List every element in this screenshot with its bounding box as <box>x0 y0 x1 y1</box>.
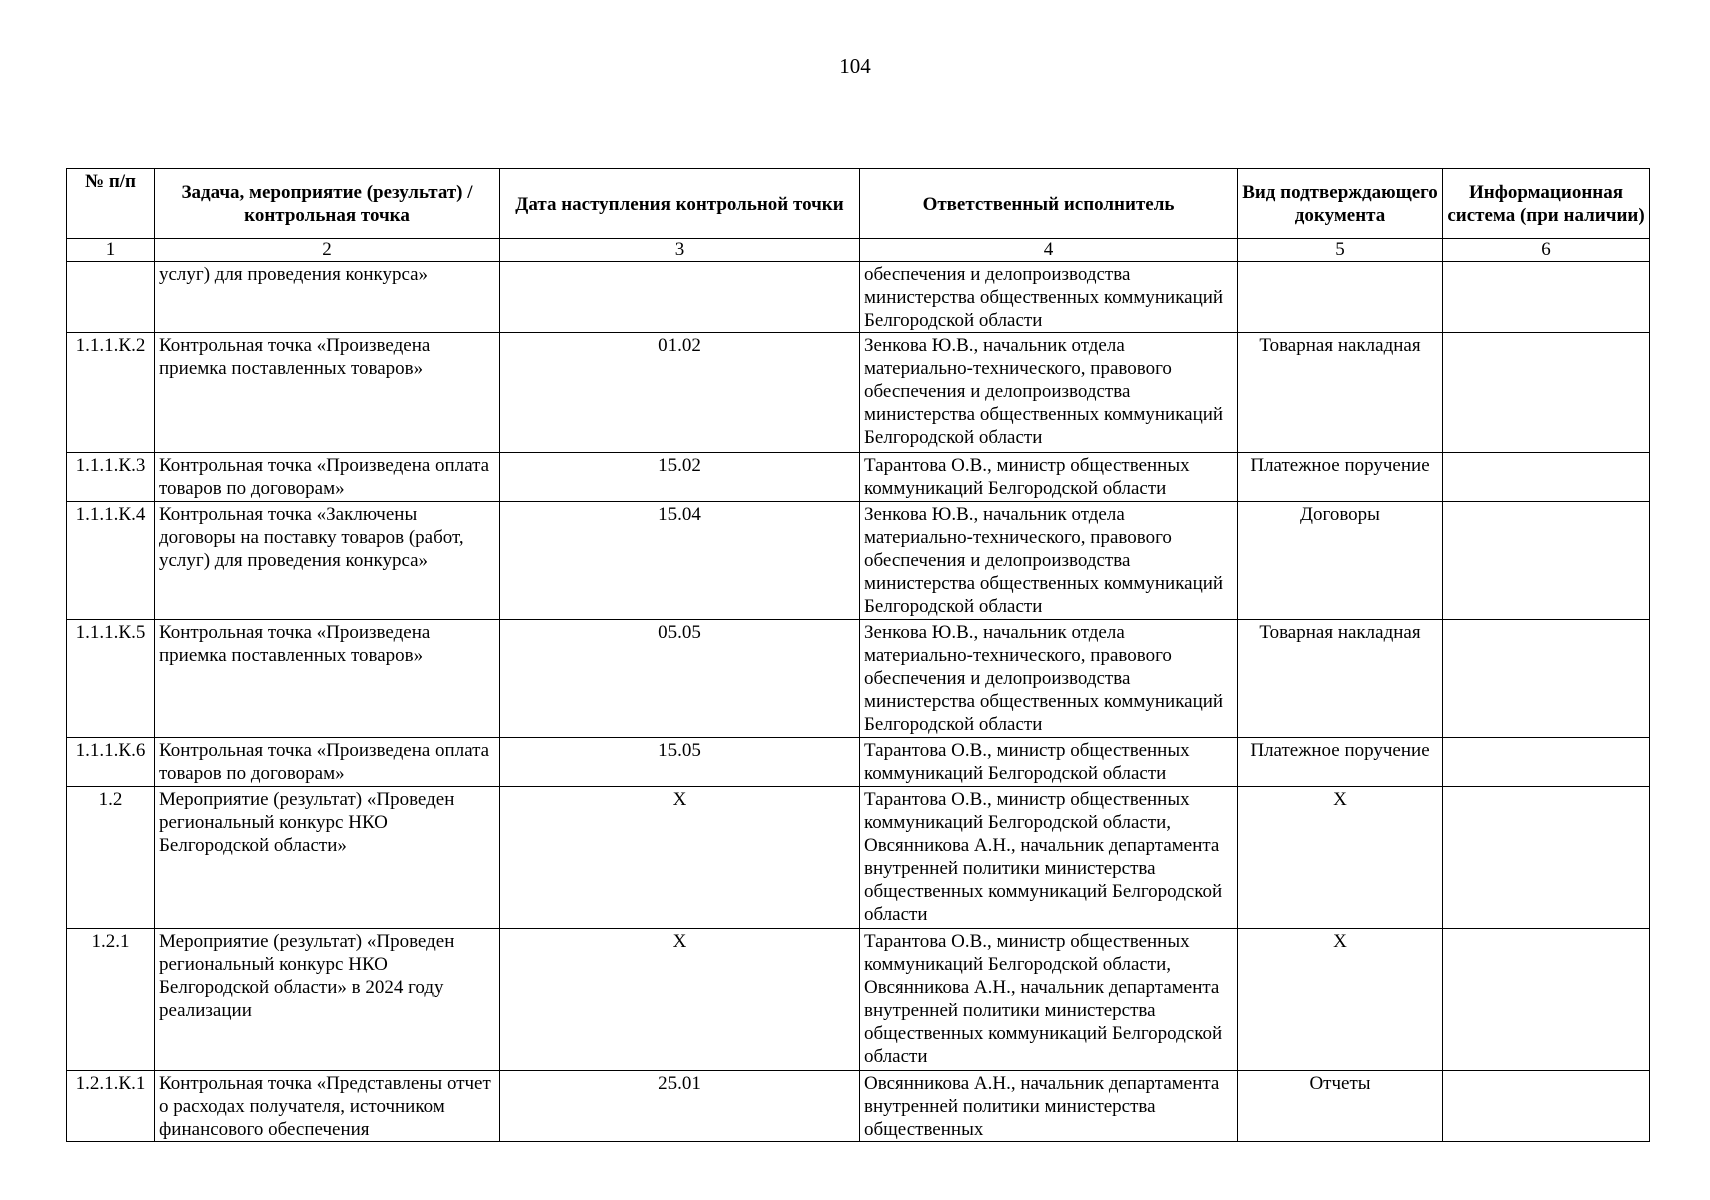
header-number: № п/п <box>67 169 155 239</box>
row-document-type: Платежное поручение <box>1238 738 1443 787</box>
row-information-system <box>1443 502 1650 620</box>
table-row <box>67 502 1650 620</box>
row-number: 1.1.1.К.6 <box>67 738 155 787</box>
page-number: 104 <box>839 54 871 78</box>
column-number: 4 <box>860 239 1238 262</box>
header-task: Задача, мероприятие (результат) / контрольная точка <box>155 169 500 239</box>
row-date: 25.01 <box>500 1071 860 1142</box>
header-executor: Ответственный исполнитель <box>860 169 1238 239</box>
column-number: 2 <box>155 239 500 262</box>
row-executor: Зенкова Ю.В., начальник отдела материально-технического, правового обеспечения и делопроизводства министерства общественных коммуникаций Белгородской области <box>860 333 1238 453</box>
table-row <box>67 787 1650 929</box>
header-date: Дата наступления контрольной точки <box>500 169 860 239</box>
row-number: 1.1.1.К.2 <box>67 333 155 453</box>
header-row <box>67 169 1650 239</box>
row-number: 1.1.1.К.3 <box>67 453 155 502</box>
row-document-type: Товарная накладная <box>1238 620 1443 738</box>
row-task: Мероприятие (результат) «Проведен региональный конкурс НКО Белгородской области» <box>155 787 500 929</box>
row-task: Мероприятие (результат) «Проведен региональный конкурс НКО Белгородской области» в 2024 году реализации <box>155 929 500 1071</box>
row-document-type: Платежное поручение <box>1238 453 1443 502</box>
row-number: 1.2.1.К.1 <box>67 1071 155 1142</box>
column-number: 1 <box>67 239 155 262</box>
row-executor: Зенкова Ю.В., начальник отдела материально-технического, правового обеспечения и делопроизводства министерства общественных коммуникаций Белгородской области <box>860 502 1238 620</box>
control-points-table <box>66 168 1650 1142</box>
table-row <box>67 620 1650 738</box>
row-executor: Тарантова О.В., министр общественных коммуникаций Белгородской области, Овсянникова А.Н., начальник департамента внутренней политики министерства общественных коммуникаций Белгородской области <box>860 929 1238 1071</box>
row-document-type <box>1238 262 1443 333</box>
row-date: 15.02 <box>500 453 860 502</box>
row-number <box>67 262 155 333</box>
row-date: 05.05 <box>500 620 860 738</box>
row-date: 15.05 <box>500 738 860 787</box>
row-number: 1.2 <box>67 787 155 929</box>
row-number: 1.2.1 <box>67 929 155 1071</box>
column-number: 3 <box>500 239 860 262</box>
row-date: X <box>500 787 860 929</box>
row-information-system <box>1443 333 1650 453</box>
row-document-type: Отчеты <box>1238 1071 1443 1142</box>
row-task: Контрольная точка «Произведена оплата товаров по договорам» <box>155 453 500 502</box>
row-executor: Тарантова О.В., министр общественных коммуникаций Белгородской области, Овсянникова А.Н., начальник департамента внутренней политики министерства общественных коммуникаций Белгородской области <box>860 787 1238 929</box>
row-information-system <box>1443 262 1650 333</box>
row-document-type: X <box>1238 787 1443 929</box>
table-row <box>67 262 1650 333</box>
table-row <box>67 333 1650 453</box>
header-document-type: Вид подтверждающего документа <box>1238 169 1443 239</box>
row-number: 1.1.1.К.5 <box>67 620 155 738</box>
row-executor: Зенкова Ю.В., начальник отдела материально-технического, правового обеспечения и делопроизводства министерства общественных коммуникаций Белгородской области <box>860 620 1238 738</box>
row-executor: Тарантова О.В., министр общественных коммуникаций Белгородской области <box>860 738 1238 787</box>
table-row <box>67 1071 1650 1142</box>
row-executor: Тарантова О.В., министр общественных коммуникаций Белгородской области <box>860 453 1238 502</box>
table-row <box>67 738 1650 787</box>
row-executor: обеспечения и делопроизводства министерства общественных коммуникаций Белгородской области <box>860 262 1238 333</box>
header-information-system: Информационная система (при наличии) <box>1443 169 1650 239</box>
column-number: 6 <box>1443 239 1650 262</box>
row-information-system <box>1443 738 1650 787</box>
row-executor: Овсянникова А.Н., начальник департамента внутренней политики министерства общественных <box>860 1071 1238 1142</box>
row-information-system <box>1443 929 1650 1071</box>
row-information-system <box>1443 620 1650 738</box>
row-date <box>500 262 860 333</box>
row-date: X <box>500 929 860 1071</box>
row-task: Контрольная точка «Заключены договоры на поставку товаров (работ, услуг) для проведения конкурса» <box>155 502 500 620</box>
row-date: 15.04 <box>500 502 860 620</box>
row-document-type: Товарная накладная <box>1238 333 1443 453</box>
column-number-row <box>67 239 1650 262</box>
row-task: Контрольная точка «Представлены отчет о расходах получателя, источником финансового обеспечения <box>155 1071 500 1142</box>
row-information-system <box>1443 453 1650 502</box>
column-number: 5 <box>1238 239 1443 262</box>
row-document-type: Договоры <box>1238 502 1443 620</box>
row-task: услуг) для проведения конкурса» <box>155 262 500 333</box>
row-number: 1.1.1.К.4 <box>67 502 155 620</box>
row-date: 01.02 <box>500 333 860 453</box>
row-task: Контрольная точка «Произведена приемка поставленных товаров» <box>155 620 500 738</box>
row-task: Контрольная точка «Произведена приемка поставленных товаров» <box>155 333 500 453</box>
table-row <box>67 453 1650 502</box>
row-information-system <box>1443 787 1650 929</box>
row-task: Контрольная точка «Произведена оплата товаров по договорам» <box>155 738 500 787</box>
row-document-type: X <box>1238 929 1443 1071</box>
table-row <box>67 929 1650 1071</box>
row-information-system <box>1443 1071 1650 1142</box>
